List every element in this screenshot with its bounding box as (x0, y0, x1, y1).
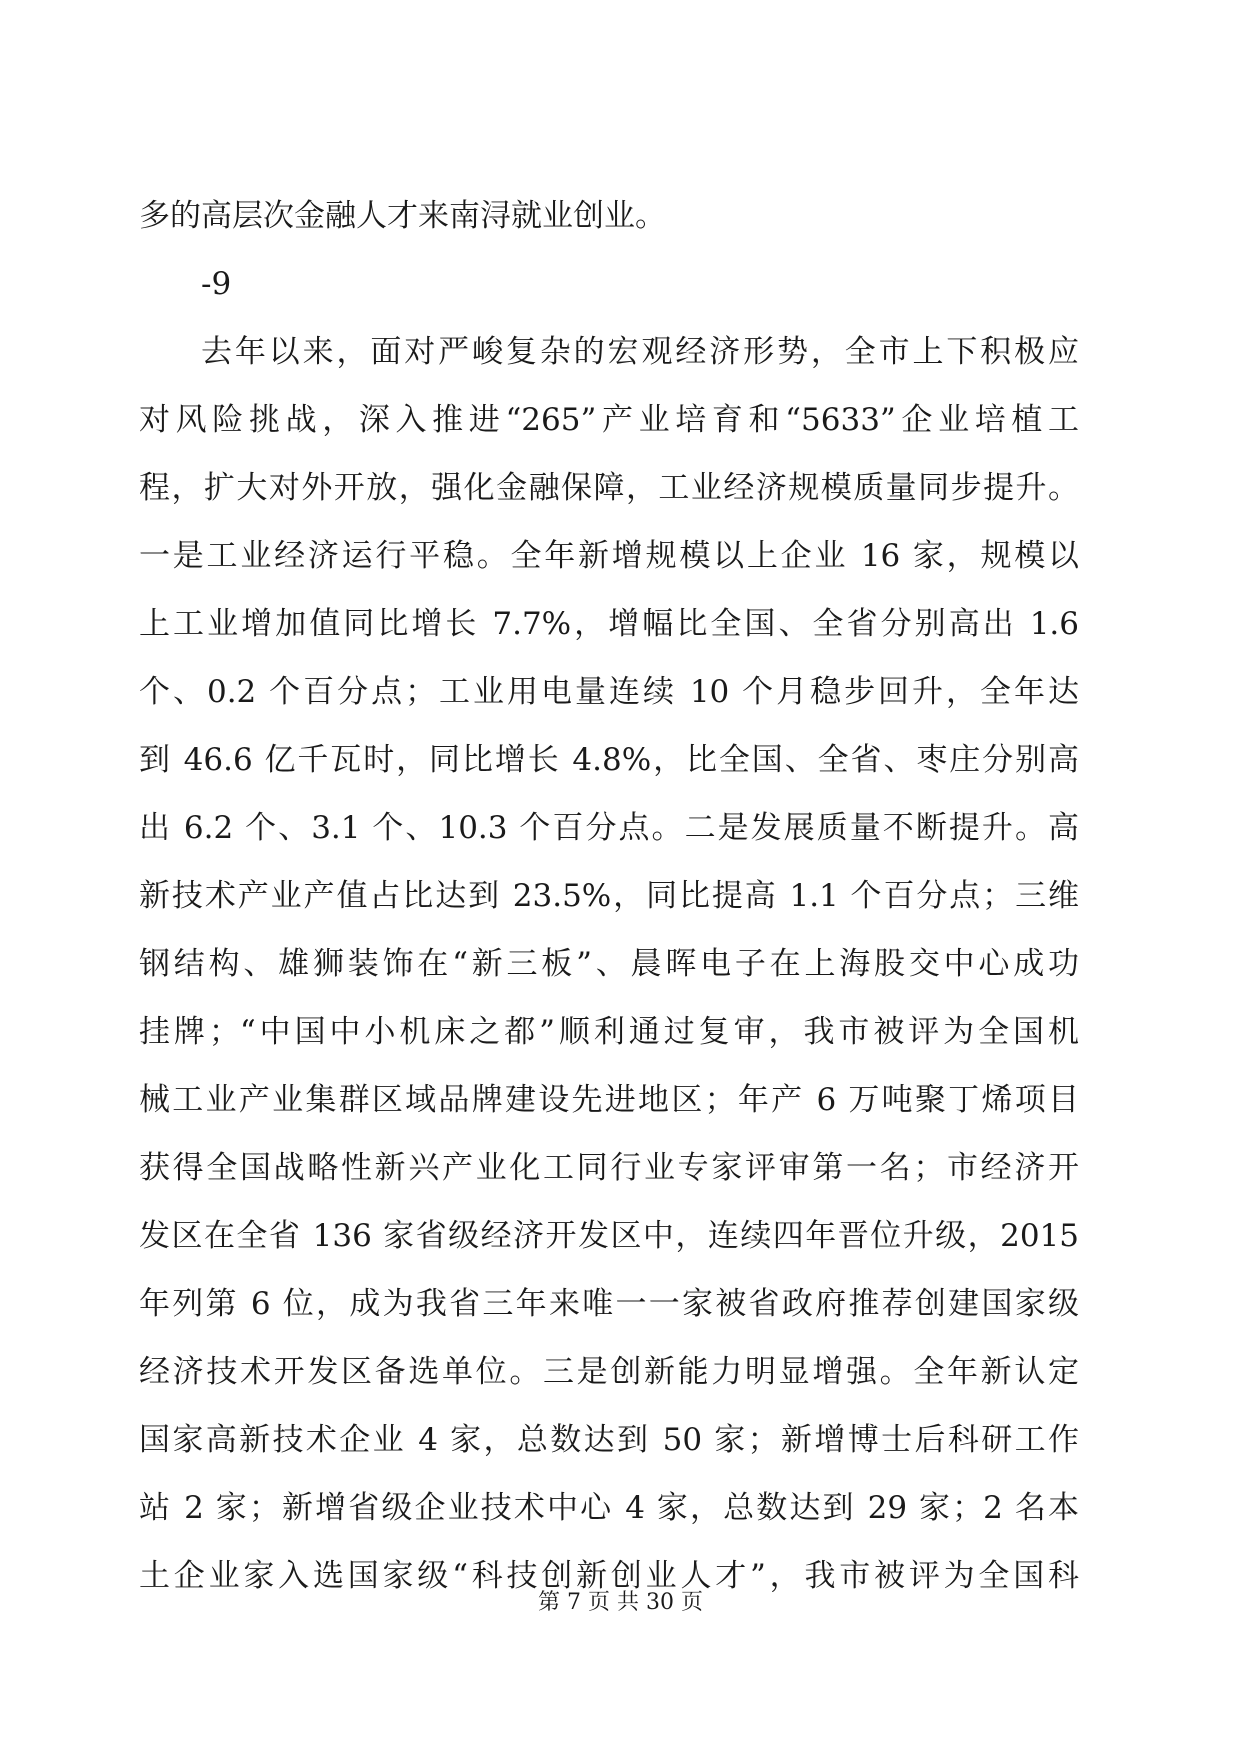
text-line: 出 6.2 个、3.1 个、10.3 个百分点。二是发展质量不断提升。高 (139, 810, 1079, 846)
text-line: 钢结构、雄狮装饰在“新三板”、晨晖电子在上海股交中心成功 (139, 946, 1079, 982)
text-line: 挂牌；“中国中小机床之都”顺利通过复审，我市被评为全国机 (139, 1014, 1079, 1050)
text-line: 到 46.6 亿千瓦时，同比增长 4.8%，比全国、全省、枣庄分别高 (139, 742, 1079, 778)
text-line: 站 2 家；新增省级企业技术中心 4 家，总数达到 29 家；2 名本 (139, 1490, 1079, 1526)
text-line: 对风险挑战，深入推进“265”产业培育和“5633”企业培植工 (139, 402, 1079, 438)
text-line: 多的高层次金融人才来南浔就业创业。 (139, 198, 666, 234)
text-line: 获得全国战略性新兴产业化工同行业专家评审第一名；市经济开 (139, 1150, 1079, 1186)
text-line: 发区在全省 136 家省级经济开发区中，连续四年晋位升级，2015 (139, 1218, 1079, 1254)
text-line: 国家高新技术企业 4 家，总数达到 50 家；新增博士后科研工作 (139, 1422, 1079, 1458)
text-line: 经济技术开发区备选单位。三是创新能力明显增强。全年新认定 (139, 1354, 1079, 1390)
page-number-footer: 第 7 页 共 30 页 (538, 1590, 703, 1615)
text-line: 上工业增加值同比增长 7.7%，增幅比全国、全省分别高出 1.6 (139, 606, 1079, 642)
text-line: 新技术产业产值占比达到 23.5%，同比提高 1.1 个百分点；三维 (139, 878, 1079, 914)
text-line: 一是工业经济运行平稳。全年新增规模以上企业 16 家，规模以 (139, 538, 1079, 574)
text-line: 年列第 6 位，成为我省三年来唯一一家被省政府推荐创建国家级 (139, 1286, 1079, 1322)
text-line: 去年以来，面对严峻复杂的宏观经济形势，全市上下积极应 (201, 334, 1079, 370)
section-number: -9 (201, 266, 232, 302)
text-line: 械工业产业集群区域品牌建设先进地区；年产 6 万吨聚丁烯项目 (139, 1082, 1079, 1118)
text-line: 个、0.2 个百分点；工业用电量连续 10 个月稳步回升，全年达 (139, 674, 1079, 710)
text-line: 程，扩大对外开放，强化金融保障，工业经济规模质量同步提升。 (139, 470, 1079, 506)
text-line: 土企业家入选国家级“科技创新创业人才”，我市被评为全国科 (139, 1558, 1079, 1594)
